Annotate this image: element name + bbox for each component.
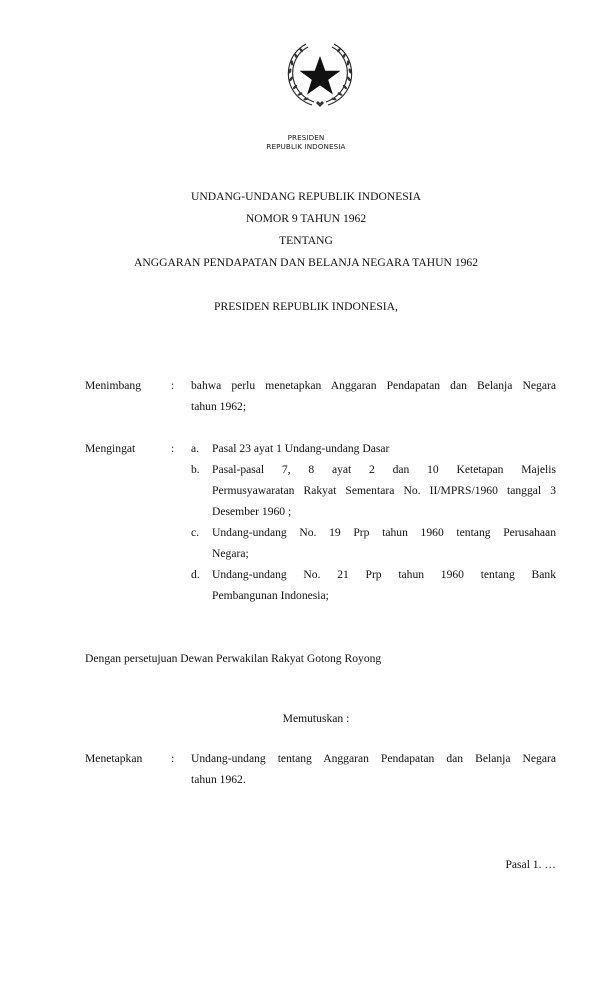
menimbang-colon: :	[171, 379, 175, 392]
menetapkan-label: Menetapkan	[85, 752, 143, 765]
menimbang-label: Menimbang	[85, 379, 142, 392]
mengingat-item-d-line-2: Pembangunan Indonesia;	[212, 589, 329, 602]
mengingat-colon: :	[171, 442, 175, 455]
mengingat-item-b-marker: b.	[191, 463, 200, 476]
title-line-3: TENTANG	[279, 234, 333, 247]
menimbang-text-line-2: tahun 1962;	[191, 400, 247, 413]
mengingat-label: Mengingat	[85, 442, 136, 455]
memutuskan-heading: Memutuskan :	[282, 712, 350, 725]
mengingat-item-a-marker: a.	[191, 442, 200, 455]
menetapkan-text-line-1: Undang-undang tentang Anggaran Pendapatan dan Belanja Negara	[191, 752, 556, 765]
title-line-1: UNDANG-UNDANG REPUBLIK INDONESIA	[191, 190, 421, 203]
emblem-caption-presiden: PRESIDEN	[287, 133, 325, 142]
issuer-line: PRESIDEN REPUBLIK INDONESIA,	[214, 300, 398, 313]
continuation-marker: Pasal 1. …	[505, 858, 556, 871]
mengingat-item-d-line-1: Undang-undang No. 21 Prp tahun 1960 tentang Bank	[212, 568, 556, 581]
mengingat-item-a-line-1: Pasal 23 ayat 1 Undang-undang Dasar	[212, 442, 390, 455]
mengingat-item-c-line-1: Undang-undang No. 19 Prp tahun 1960 tentang Perusahaan	[212, 526, 556, 539]
persetujuan-line: Dengan persetujuan Dewan Perwakilan Rakyat Gotong Royong	[85, 652, 382, 665]
menetapkan-colon: :	[171, 752, 175, 765]
emblem-caption-republik: REPUBLIK INDONESIA	[266, 142, 346, 151]
presidential-emblem-icon	[282, 39, 358, 111]
mengingat-item-b-line-3: Desember 1960 ;	[212, 505, 292, 518]
mengingat-item-d-marker: d.	[191, 568, 200, 581]
title-line-4: ANGGARAN PENDAPATAN DAN BELANJA NEGARA TAHUN 1962	[133, 256, 479, 269]
mengingat-item-b-line-2: Permusyawaratan Rakyat Sementara No. II/MPRS/1960 tanggal 3	[212, 484, 556, 497]
title-line-2: NOMOR 9 TAHUN 1962	[245, 212, 367, 225]
mengingat-item-b-line-1: Pasal-pasal 7, 8 ayat 2 dan 10 Ketetapan Majelis	[212, 463, 556, 476]
menimbang-text-line-1: bahwa perlu menetapkan Anggaran Pendapatan dan Belanja Negara	[191, 379, 556, 392]
mengingat-item-c-line-2: Negara;	[212, 547, 249, 560]
mengingat-item-c-marker: c.	[191, 526, 200, 539]
menetapkan-text-line-2: tahun 1962.	[191, 773, 246, 786]
